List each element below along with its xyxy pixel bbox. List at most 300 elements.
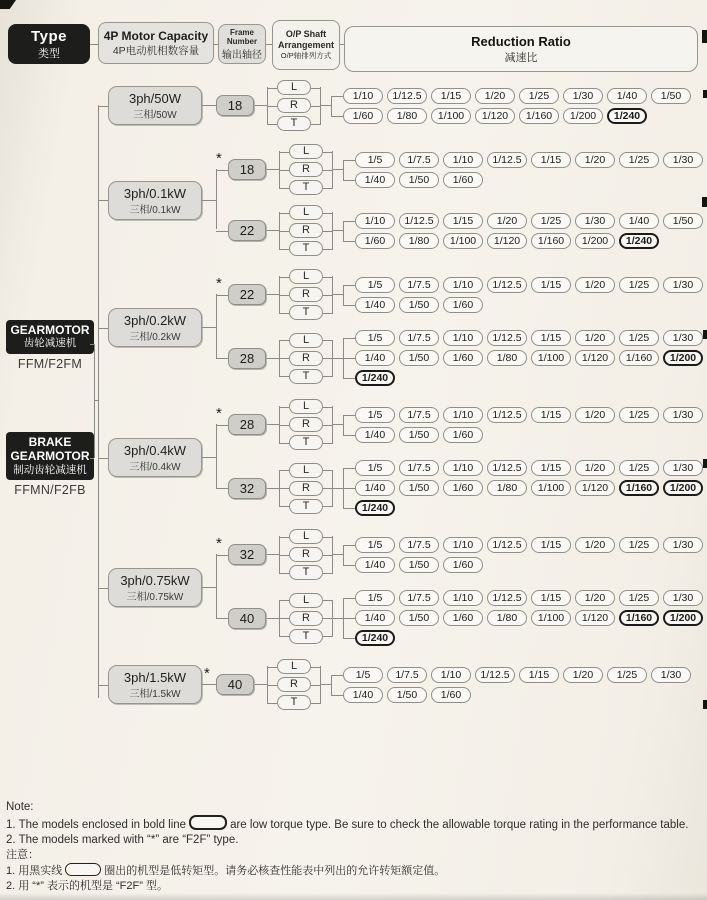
connector-line <box>266 554 279 555</box>
ratio-chip: 1/10 <box>443 407 483 423</box>
shaft-arrangement-column <box>279 399 333 450</box>
capacity-group <box>108 529 703 646</box>
header-reduction-ratio <box>344 26 698 72</box>
ratio-chip: 1/12.5 <box>487 277 527 293</box>
ratio-chip: 1/200 <box>575 233 615 249</box>
ratio-chip: 1/25 <box>619 460 659 476</box>
frame-branch <box>228 460 703 516</box>
gearmotor-models: FFM/F2FM <box>17 356 83 371</box>
capacity-box <box>108 308 202 347</box>
ratio-chip: 1/5 <box>355 590 395 606</box>
capacity-label-en: 3ph/50W <box>128 91 182 106</box>
branch-list <box>216 529 703 646</box>
capacity-label-en: 3ph/0.75kW <box>120 573 190 588</box>
capacity-label-en: 3ph/0.1kW <box>123 185 187 201</box>
capacity-group <box>108 269 703 386</box>
shaft-option-box: R <box>289 547 323 562</box>
frame-number-box: 22 <box>228 284 266 305</box>
ratio-chip: 1/5 <box>355 537 395 553</box>
shaft-option-box: R <box>277 677 311 692</box>
branch-list <box>204 659 691 710</box>
ratio-chip: 1/100 <box>443 233 483 249</box>
connector-line <box>254 105 267 106</box>
shaft-arrangement-column <box>279 463 333 514</box>
connector-line <box>266 618 279 619</box>
ratio-line <box>355 277 703 293</box>
ratio-chip: 1/12.5 <box>475 667 515 683</box>
ratio-line <box>355 213 703 229</box>
capacity-box <box>108 86 202 125</box>
ratio-chip: 1/15 <box>531 277 571 293</box>
scan-artifact <box>702 197 707 207</box>
ratio-chip: 1/7.5 <box>399 590 439 606</box>
ratio-line <box>355 350 703 366</box>
ratio-line <box>355 427 703 443</box>
ratio-chip: 1/15 <box>531 537 571 553</box>
ratio-chip: 1/100 <box>531 350 571 366</box>
shaft-option-box: L <box>289 333 323 348</box>
shaft-option-box: R <box>289 417 323 432</box>
header-type-en: Type <box>31 27 67 45</box>
connector-line <box>266 230 279 231</box>
ratio-chip: 1/80 <box>387 108 427 124</box>
header-reduction-ratio-zh: 减速比 <box>504 51 538 64</box>
connector-line <box>266 488 279 489</box>
shaft-option-box: L <box>277 80 311 95</box>
ratio-chip: 1/50 <box>663 213 703 229</box>
ratio-line <box>343 108 691 124</box>
frame-wrap <box>228 478 266 499</box>
scan-artifact <box>703 700 707 709</box>
ratio-chip: 1/25 <box>619 590 659 606</box>
f2f-asterisk: * <box>204 665 210 682</box>
shaft-option-box: L <box>289 205 323 220</box>
ratio-chip: 1/12.5 <box>399 213 439 229</box>
ratio-chip-low-torque: 1/200 <box>663 350 703 366</box>
capacity-label-en: 3ph/0.4kW <box>123 443 187 458</box>
frame-number-box: 22 <box>228 220 266 241</box>
header-type-zh: 类型 <box>38 47 60 60</box>
ratio-chip: 1/50 <box>399 172 439 188</box>
ratio-chip: 1/30 <box>575 213 615 229</box>
frame-branch <box>216 399 703 450</box>
frame-wrap <box>216 405 266 435</box>
capacity-label-zh: 三相/1.5kW <box>129 689 181 700</box>
ratio-column <box>343 460 703 516</box>
header-shaft-arrangement <box>272 20 340 70</box>
shaft-option-box: R <box>289 351 323 366</box>
shaft-option-box: L <box>289 144 323 159</box>
ratio-chip: 1/50 <box>399 427 439 443</box>
frame-wrap <box>216 150 266 180</box>
ratio-chip: 1/30 <box>663 590 703 606</box>
shaft-option-box: R <box>289 287 323 302</box>
ratio-chip: 1/10 <box>443 152 483 168</box>
brake-gearmotor-badge <box>6 432 94 480</box>
frame-number-box: 18 <box>216 95 254 116</box>
capacity-label-zh: 三相/50W <box>133 110 177 121</box>
connector-line <box>94 344 95 458</box>
capacity-label-en: 3ph/0.2kW <box>123 313 187 328</box>
ratio-chip: 1/10 <box>443 330 483 346</box>
ratio-chip: 1/20 <box>475 88 515 104</box>
shaft-option-box: R <box>289 223 323 238</box>
ratio-chip: 1/40 <box>355 350 395 366</box>
ratio-column <box>343 152 703 188</box>
ratio-chip: 1/15 <box>531 407 571 423</box>
ratio-chip: 1/10 <box>443 590 483 606</box>
ratio-chip: 1/5 <box>343 667 383 683</box>
note-1-zh-post: 圈出的机型是低转矩型。请务必核查性能表中列出的允许转矩额定值。 <box>104 865 446 877</box>
bold-line-box-icon <box>189 815 227 830</box>
ratio-chip: 1/10 <box>431 667 471 683</box>
ratio-chip: 1/12.5 <box>487 460 527 476</box>
header-frame-number-en: Frame Number <box>226 27 258 46</box>
ratio-chip: 1/12.5 <box>487 152 527 168</box>
frame-branch <box>228 590 703 646</box>
gearmotor-zh: 齿轮减速机 <box>23 337 77 350</box>
frame-branch <box>216 529 703 580</box>
ratio-column <box>331 88 691 124</box>
shaft-option-box: T <box>289 435 323 450</box>
header-shaft-en2: Arrangement <box>277 39 334 50</box>
ratio-line <box>355 172 703 188</box>
branch-list <box>216 269 703 386</box>
frame-wrap <box>228 220 266 241</box>
ratio-chip: 1/25 <box>531 213 571 229</box>
ratio-chip-low-torque: 1/200 <box>663 480 703 496</box>
shaft-arrangement-column <box>279 205 333 256</box>
ratio-chip: 1/7.5 <box>399 330 439 346</box>
shaft-option-box: T <box>289 241 323 256</box>
ratio-chip: 1/5 <box>355 277 395 293</box>
capacity-group <box>108 659 703 710</box>
connector-line <box>202 327 216 328</box>
frame-branch <box>228 330 703 386</box>
ratio-column <box>343 330 703 386</box>
ratio-chip: 1/7.5 <box>399 460 439 476</box>
scan-artifact <box>703 459 707 468</box>
ratio-chip: 1/15 <box>431 88 471 104</box>
ratio-chip: 1/80 <box>487 610 527 626</box>
shaft-arrangement-column <box>279 269 333 320</box>
frame-branch <box>216 80 691 131</box>
ratio-chip: 1/25 <box>619 152 659 168</box>
ratio-chip: 1/50 <box>399 610 439 626</box>
ratio-line <box>343 88 691 104</box>
shaft-option-box: T <box>289 629 323 644</box>
ratio-line <box>355 330 703 346</box>
ratio-chip: 1/12.5 <box>387 88 427 104</box>
ratio-chip: 1/20 <box>563 667 603 683</box>
ratio-chip: 1/50 <box>399 557 439 573</box>
connector-line <box>266 424 279 425</box>
ratio-chip: 1/20 <box>575 537 615 553</box>
connector-line <box>202 684 216 685</box>
ratio-line <box>355 480 703 496</box>
ratio-chip: 1/20 <box>487 213 527 229</box>
ratio-chip: 1/80 <box>399 233 439 249</box>
frame-number-box: 18 <box>228 159 266 180</box>
ratio-chip: 1/5 <box>355 330 395 346</box>
capacity-label-zh: 三相/0.75kW <box>126 592 184 603</box>
ratio-chip: 1/200 <box>563 108 603 124</box>
ratio-chip: 1/20 <box>575 330 615 346</box>
ratio-chip: 1/12.5 <box>487 407 527 423</box>
ratio-chip-low-torque: 1/160 <box>619 610 659 626</box>
ratio-chip: 1/25 <box>619 277 659 293</box>
frame-wrap <box>216 95 254 116</box>
header-frame-number-zh: 输出轴径 <box>222 49 262 61</box>
frame-number-box: 40 <box>216 674 254 695</box>
shaft-option-box: T <box>289 369 323 384</box>
connector-line <box>333 169 343 170</box>
ratio-chip: 1/7.5 <box>399 277 439 293</box>
ratio-line <box>355 610 703 626</box>
ratio-chip-low-torque: 1/240 <box>355 500 395 516</box>
ratio-chip: 1/40 <box>355 557 395 573</box>
ratio-chip: 1/100 <box>531 610 571 626</box>
ratio-chip: 1/60 <box>443 480 483 496</box>
ratio-chip: 1/120 <box>575 610 615 626</box>
connector-line <box>333 618 343 619</box>
ratio-chip: 1/20 <box>575 152 615 168</box>
frame-wrap <box>228 348 266 369</box>
frame-number-box: 32 <box>228 478 266 499</box>
f2f-asterisk: * <box>216 535 222 552</box>
shaft-option-box: T <box>277 116 311 131</box>
ratio-line <box>343 667 691 683</box>
f2f-asterisk: * <box>216 275 222 292</box>
ratio-chip: 1/30 <box>663 407 703 423</box>
ratio-chip: 1/12.5 <box>487 330 527 346</box>
branch-list <box>216 399 703 516</box>
header-motor-capacity-en: 4P Motor Capacity <box>103 28 209 43</box>
header-motor-capacity <box>98 22 214 64</box>
frame-branch <box>204 659 691 710</box>
ratio-chip: 1/7.5 <box>399 407 439 423</box>
ratio-line <box>355 630 703 646</box>
gearmotor-en: GEARMOTOR <box>10 323 90 337</box>
ratio-chip: 1/10 <box>355 213 395 229</box>
gearmotor-badge <box>6 320 94 354</box>
ratio-chip: 1/40 <box>607 88 647 104</box>
ratio-chip: 1/50 <box>399 297 439 313</box>
ratio-chip: 1/5 <box>355 152 395 168</box>
ratio-chip: 1/160 <box>531 233 571 249</box>
frame-number-box: 32 <box>228 544 266 565</box>
connector-line <box>254 684 267 685</box>
capacity-group <box>108 80 703 131</box>
note-title-zh: 注意： <box>6 849 39 861</box>
frame-wrap <box>228 608 266 629</box>
capacity-box <box>108 181 202 220</box>
ratio-chip: 1/15 <box>531 460 571 476</box>
connector-line <box>321 684 331 685</box>
ratio-chip: 1/50 <box>399 350 439 366</box>
ratio-column <box>343 590 703 646</box>
capacity-label-en: 3ph/1.5kW <box>123 670 187 685</box>
ratio-chip: 1/60 <box>431 687 471 703</box>
header-motor-capacity-zh: 4P电动机相数容量 <box>112 44 200 57</box>
note-1-zh-pre: 1. 用黑实线 <box>6 865 63 877</box>
ratio-column <box>343 277 703 313</box>
ratio-chip: 1/5 <box>355 460 395 476</box>
scan-artifact <box>702 30 707 43</box>
ratio-chip: 1/30 <box>651 667 691 683</box>
branch-list <box>216 80 691 131</box>
ratio-chip: 1/50 <box>399 480 439 496</box>
ratio-chip: 1/7.5 <box>387 667 427 683</box>
ratio-chip: 1/12.5 <box>487 537 527 553</box>
connector-line <box>333 294 343 295</box>
ratio-chip: 1/15 <box>531 590 571 606</box>
ratio-chip: 1/15 <box>531 330 571 346</box>
shaft-option-box: T <box>289 499 323 514</box>
ratio-chip: 1/60 <box>443 427 483 443</box>
ratio-line <box>355 557 703 573</box>
ratio-chip: 1/120 <box>475 108 515 124</box>
frame-wrap <box>216 275 266 305</box>
ratio-chip: 1/20 <box>575 277 615 293</box>
ratio-chip: 1/100 <box>431 108 471 124</box>
ratio-line <box>355 460 703 476</box>
header-shaft-en1: O/P Shaft <box>285 29 327 40</box>
scan-artifact <box>0 893 707 900</box>
shaft-option-box: L <box>289 593 323 608</box>
ratio-chip: 1/7.5 <box>399 152 439 168</box>
ratio-chip: 1/60 <box>355 233 395 249</box>
ratio-chip: 1/60 <box>443 297 483 313</box>
ratio-chip: 1/60 <box>343 108 383 124</box>
ratio-chip: 1/7.5 <box>399 537 439 553</box>
ratio-chip: 1/120 <box>487 233 527 249</box>
ratio-chip: 1/40 <box>355 480 395 496</box>
ratio-chip: 1/40 <box>355 610 395 626</box>
ratio-chip: 1/10 <box>443 277 483 293</box>
ratio-chip: 1/30 <box>663 537 703 553</box>
ratio-chip: 1/80 <box>487 350 527 366</box>
shaft-arrangement-column <box>279 333 333 384</box>
type-label-gearmotor <box>6 320 94 371</box>
ratio-chip: 1/25 <box>519 88 559 104</box>
scan-artifact <box>703 330 707 339</box>
note-1-post: are low torque type. Be sure to check the allowable torque rating in the performance table. <box>230 819 689 831</box>
ratio-chip: 1/20 <box>575 460 615 476</box>
connector-line <box>266 294 279 295</box>
connector-line <box>321 105 331 106</box>
brake-gearmotor-en1: BRAKE <box>28 435 72 449</box>
frame-branch <box>216 144 703 195</box>
capacity-box <box>108 568 202 607</box>
shaft-arrangement-column <box>279 593 333 644</box>
ratio-chip: 1/60 <box>443 172 483 188</box>
ratio-chip: 1/15 <box>531 152 571 168</box>
bold-line-box-icon <box>65 863 101 876</box>
shaft-option-box: T <box>289 305 323 320</box>
ratio-chip: 1/30 <box>663 330 703 346</box>
ratio-chip: 1/160 <box>519 108 559 124</box>
connector-line <box>90 458 94 459</box>
note-1-zh <box>6 863 704 879</box>
note-2-zh: 2. 用 “*” 表示的机型是 “F2F” 型。 <box>6 880 168 892</box>
shaft-option-box: R <box>289 162 323 177</box>
shaft-arrangement-column <box>279 529 333 580</box>
ratio-line <box>355 370 703 386</box>
shaft-option-box: L <box>289 399 323 414</box>
shaft-option-box: L <box>289 269 323 284</box>
ratio-chip: 1/50 <box>387 687 427 703</box>
frame-branch <box>216 269 703 320</box>
scan-artifact <box>703 90 707 98</box>
ratio-chip-low-torque: 1/200 <box>663 610 703 626</box>
ratio-chip: 1/10 <box>443 537 483 553</box>
ratio-column <box>343 407 703 443</box>
ratio-chip: 1/60 <box>443 610 483 626</box>
shaft-option-box: T <box>289 565 323 580</box>
header-row <box>0 0 707 80</box>
shaft-option-box: L <box>277 659 311 674</box>
ratio-chip: 1/20 <box>575 590 615 606</box>
ratio-chip: 1/50 <box>651 88 691 104</box>
ratio-chip: 1/30 <box>663 152 703 168</box>
selection-tree <box>98 80 703 723</box>
ratio-chip: 1/80 <box>487 480 527 496</box>
capacity-box <box>108 438 202 477</box>
ratio-chip: 1/25 <box>619 537 659 553</box>
ratio-chip: 1/60 <box>443 557 483 573</box>
ratio-chip-low-torque: 1/240 <box>355 370 395 386</box>
frame-number-box: 28 <box>228 414 266 435</box>
shaft-option-box: R <box>277 98 311 113</box>
header-shaft-zh: O/P轴排列方式 <box>280 50 332 60</box>
shaft-arrangement-column <box>279 144 333 195</box>
capacity-label-zh: 三相/0.4kW <box>129 462 181 473</box>
brake-gearmotor-zh: 制动齿轮减速机 <box>13 463 87 476</box>
connector-line <box>90 44 98 45</box>
ratio-column <box>343 213 703 249</box>
ratio-chip: 1/25 <box>607 667 647 683</box>
ratio-line <box>355 233 703 249</box>
shaft-option-box: T <box>277 695 311 710</box>
capacity-box <box>108 665 202 704</box>
ratio-chip: 1/10 <box>343 88 383 104</box>
connector-line <box>202 457 216 458</box>
ratio-chip: 1/40 <box>619 213 659 229</box>
ratio-chip: 1/30 <box>563 88 603 104</box>
brake-gearmotor-models: FFMN/F2FB <box>14 482 86 497</box>
type-label-brake-gearmotor <box>6 432 94 497</box>
ratio-chip: 1/40 <box>355 172 395 188</box>
connector-line <box>202 200 216 201</box>
ratio-chip: 1/20 <box>575 407 615 423</box>
ratio-chip: 1/40 <box>343 687 383 703</box>
ratio-chip: 1/160 <box>619 350 659 366</box>
connector-line <box>333 358 343 359</box>
ratio-chip: 1/40 <box>355 297 395 313</box>
shaft-arrangement-column <box>267 80 321 131</box>
connector-line <box>333 424 343 425</box>
brake-gearmotor-en2: GEARMOTOR <box>10 449 90 464</box>
shaft-option-box: L <box>289 529 323 544</box>
notes <box>6 800 704 894</box>
connector-line <box>202 105 216 106</box>
ratio-chip-low-torque: 1/160 <box>619 480 659 496</box>
connector-line <box>266 358 279 359</box>
ratio-chip: 1/120 <box>575 350 615 366</box>
ratio-chip: 1/120 <box>575 480 615 496</box>
frame-wrap <box>216 535 266 565</box>
